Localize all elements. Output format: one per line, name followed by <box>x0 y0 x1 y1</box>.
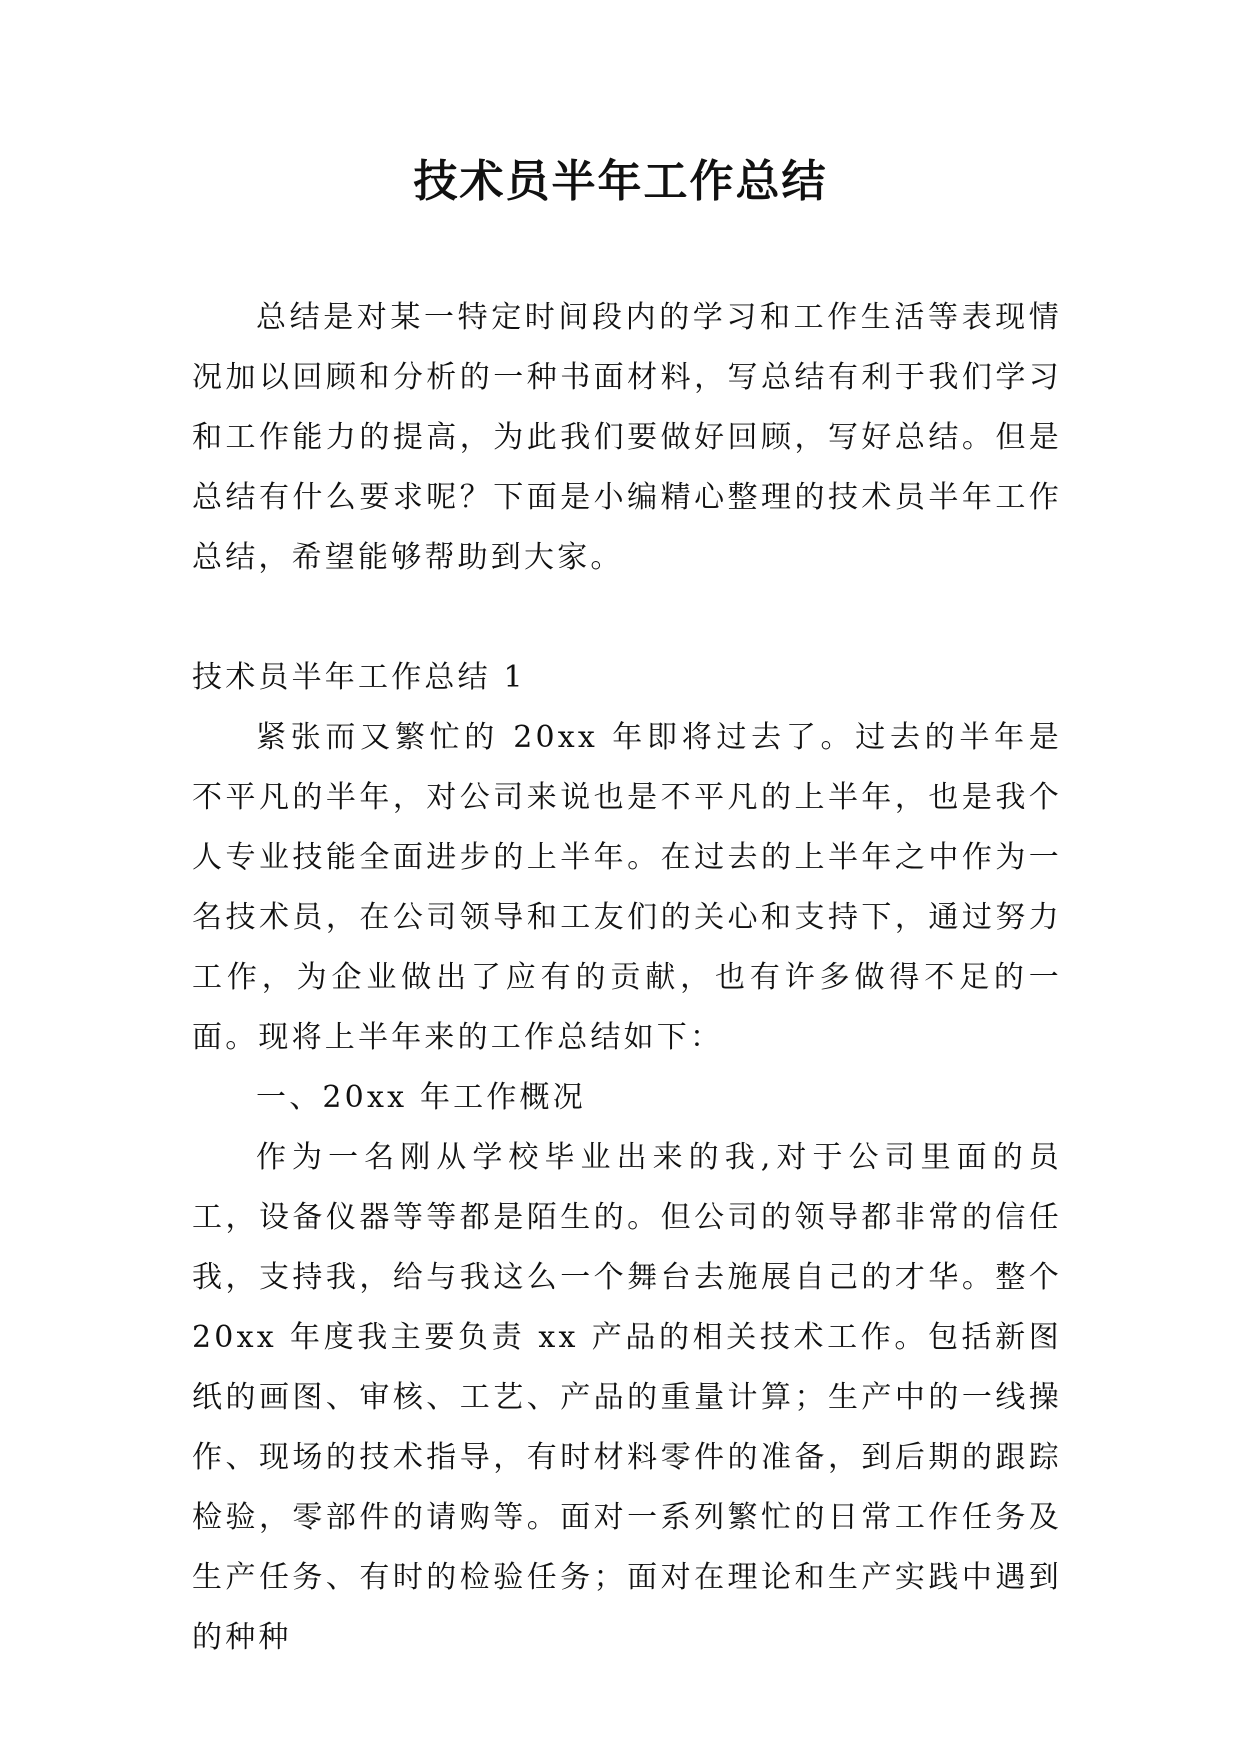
paragraph-spacer <box>192 588 1062 648</box>
document-title: 技术员半年工作总结 <box>413 156 828 207</box>
body-paragraph: 作为一名刚从学校毕业出来的我,对于公司里面的员工，设备仪器等等都是陌生的。但公司的领导都非常的信任我，支持我，给与我这么一个舞台去施展自己的才华。整个 20xx 年度我主要负责 xx 产品的相关技术工作。包括新图纸的画图、审核、工艺、产品的重量计算；生产中的一线操作、现场的技术指导，有时材料零件的准备，到后期的跟踪检验，零部件的请购等。面对一系列繁忙的日常工作任务及生产任务、有时的检验任务；面对在理论和生产实践中遇到的种种 <box>192 1140 1062 1655</box>
body-paragraph: 紧张而又繁忙的 20xx 年即将过去了。过去的半年是不平凡的半年，对公司来说也是不平凡的上半年，也是我个人专业技能全面进步的上半年。在过去的上半年之中作为一名技术员，在公司领导和工友们的关心和支持下，通过努力工作，为企业做出了应有的贡献，也有许多做得不足的一面。现将上半年来的工作总结如下： <box>192 720 1062 1055</box>
intro-paragraph: 总结是对某一特定时间段内的学习和工作生活等表现情况加以回顾和分析的一种书面材料，写总结有利于我们学习和工作能力的提高，为此我们要做好回顾，写好总结。但是总结有什么要求呢？下面是小编精心整理的技术员半年工作总结，希望能够帮助到大家。 <box>192 300 1062 575</box>
subsection-heading: 一、20xx 年工作概况 <box>256 1080 586 1115</box>
section-title: 技术员半年工作总结 1 <box>192 660 526 695</box>
document-body <box>192 288 1062 1668</box>
